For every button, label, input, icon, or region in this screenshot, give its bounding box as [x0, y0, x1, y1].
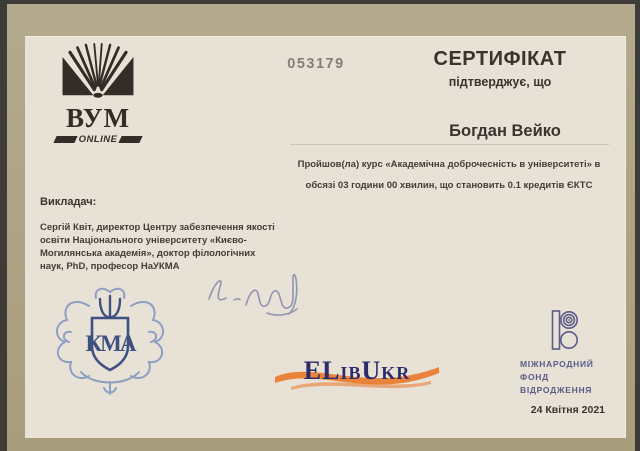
- irf-name-line: МІЖНАРОДНИЙ: [520, 359, 594, 369]
- course-line-1: Пройшов(ла) курс «Академічна доброчесність в університеті» в: [297, 159, 601, 170]
- course-line-2: обсязі 03 години 00 хвилин, що становить 0.1 кредитів ЄКТС: [305, 180, 593, 191]
- certificate-number: 053179: [287, 56, 345, 72]
- certificate-title: СЕРТИФІКАТ: [433, 48, 567, 70]
- irf-name-line: ВІДРОДЖЕННЯ: [520, 385, 593, 395]
- certificate-sheet: [25, 36, 626, 438]
- irf-name-line: ФОНД: [520, 372, 549, 382]
- instructor-line: Сергій Квіт, директор Центру забезпечення якості: [40, 222, 275, 233]
- instructor-label: Викладач:: [40, 196, 97, 208]
- banner-bar-right: [119, 136, 143, 143]
- certificate-header: [370, 48, 630, 89]
- kma-emblem: [49, 284, 171, 404]
- elibukr-logo: [271, 347, 443, 405]
- signature-scribble: [197, 249, 317, 331]
- recipient-name: Богдан Вейко: [449, 122, 561, 140]
- instructor-line: наук, PhD, професор НаУКМА: [40, 261, 180, 272]
- elibukr-wordmark: ELibUkr: [303, 356, 411, 385]
- irf-name: [520, 358, 630, 397]
- vum-online-banner: [53, 134, 143, 145]
- vum-logo-wordmark: ВУМ: [65, 103, 131, 133]
- vum-logo-tagline: ONLINE: [78, 134, 118, 145]
- certificate-date: 24 Квітня 2021: [530, 404, 605, 416]
- certificate-subtitle: підтверджує, що: [448, 75, 552, 89]
- instructor-line: Могилянська академія», доктор філологічних: [40, 248, 256, 259]
- kma-crest-icon: [49, 284, 171, 404]
- banner-bar-left: [53, 136, 77, 143]
- instructor-signature: [197, 249, 317, 331]
- irf-mark-icon: [551, 309, 579, 351]
- irf-logo: [520, 309, 630, 397]
- recipient-name-underline: [290, 144, 609, 145]
- open-book-icon: [59, 43, 137, 99]
- vum-online-logo: [53, 43, 143, 145]
- instructor-line: освіти Національного університету «Києво-: [40, 235, 247, 246]
- course-description: [287, 160, 611, 191]
- kma-monogram: КМА: [85, 331, 135, 356]
